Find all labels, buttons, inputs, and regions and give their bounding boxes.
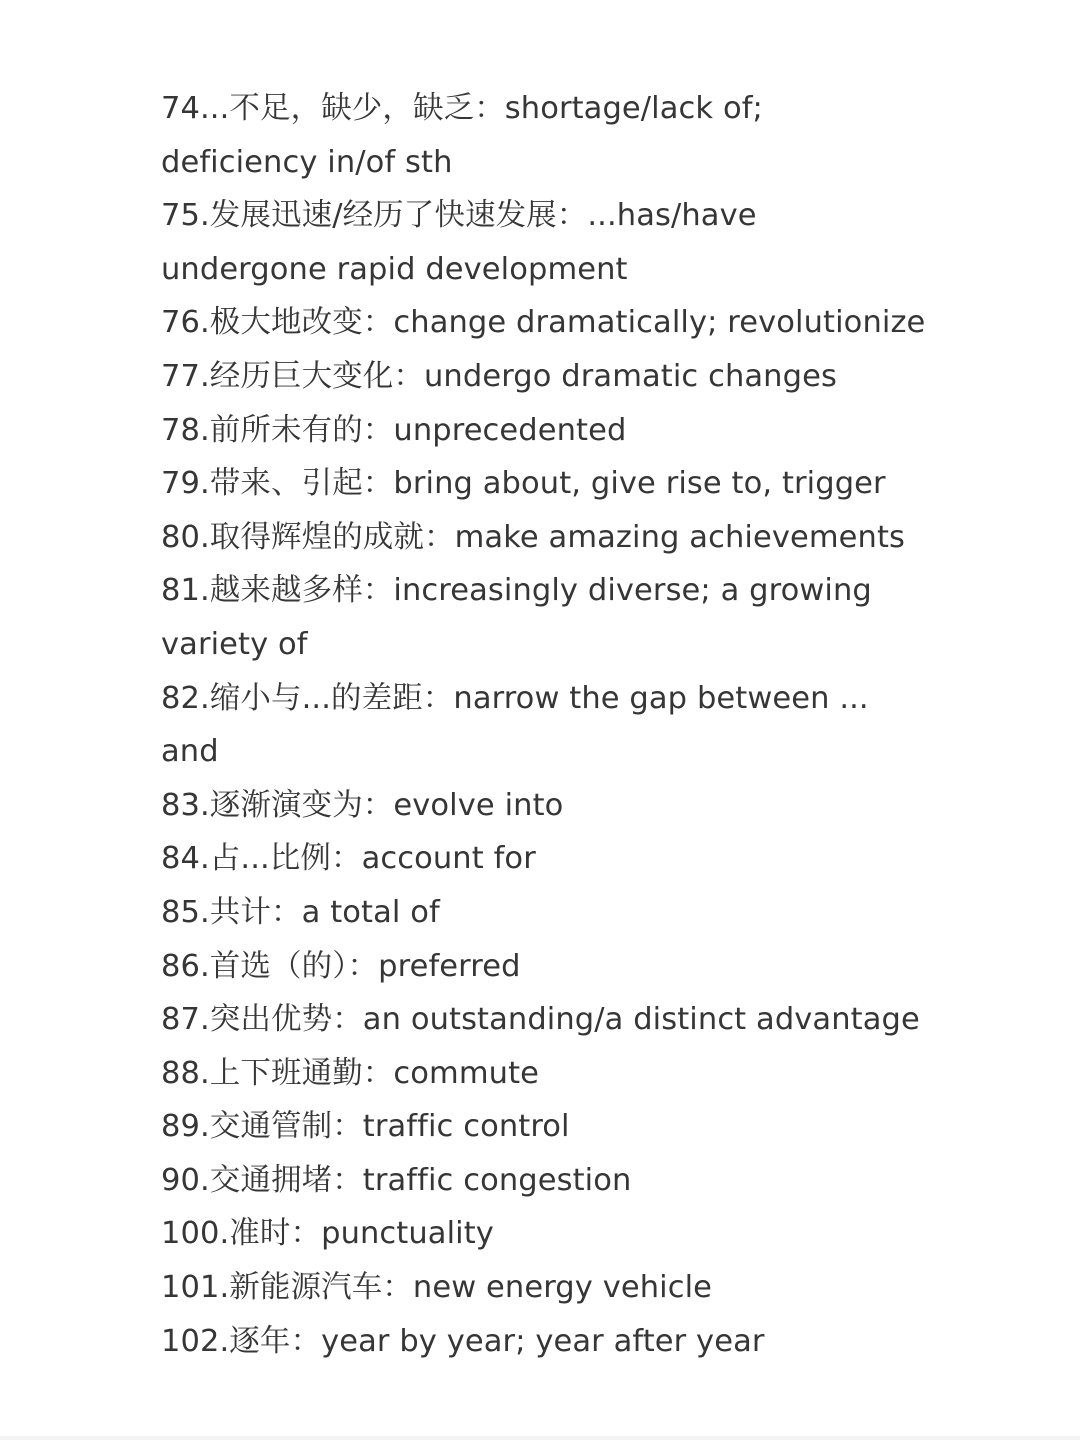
list-item: 75.发展迅速/经历了快速发展：...has/have (161, 198, 757, 234)
list-item: 82.缩小与...的差距：narrow the gap between ... (161, 680, 869, 716)
list-item: 85.共计：a total of (161, 894, 440, 930)
vocabulary-list (161, 82, 961, 1368)
list-item: 79.带来、引起：bring about, give rise to, trigger (161, 466, 886, 502)
list-item: 88.上下班通勤：commute (161, 1055, 540, 1091)
list-item: 81.越来越多样：increasingly diverse; a growing (161, 573, 872, 609)
list-item: 101.新能源汽车：new energy vehicle (161, 1270, 713, 1306)
list-item: 86.首选（的）：preferred (161, 948, 521, 984)
list-item: and (161, 734, 219, 770)
list-item: 78.前所未有的：unprecedented (161, 412, 627, 448)
list-item: 74...不足，缺少，缺乏：shortage/lack of; (161, 91, 763, 126)
list-item: 76.极大地改变：change dramatically; revolutionize (161, 305, 926, 341)
list-item: 80.取得辉煌的成就：make amazing achievements (161, 519, 905, 555)
bottom-edge-strip (0, 1436, 1080, 1440)
list-item: 84.占...比例：account for (161, 841, 536, 877)
list-item: variety of (161, 626, 308, 662)
list-item: 100.准时：punctuality (161, 1216, 494, 1252)
list-item: 87.突出优势：an outstanding/a distinct advantage (161, 1002, 920, 1038)
list-item: 90.交通拥堵：traffic congestion (161, 1162, 632, 1198)
list-item: 89.交通管制：traffic control (161, 1109, 570, 1145)
list-item: 102.逐年：year by year; year after year (161, 1323, 765, 1359)
list-item: 77.经历巨大变化：undergo dramatic changes (161, 358, 837, 394)
list-item: 83.逐渐演变为：evolve into (161, 787, 564, 823)
list-item: deficiency in/of sth (161, 144, 453, 180)
list-item: undergone rapid development (161, 251, 628, 287)
